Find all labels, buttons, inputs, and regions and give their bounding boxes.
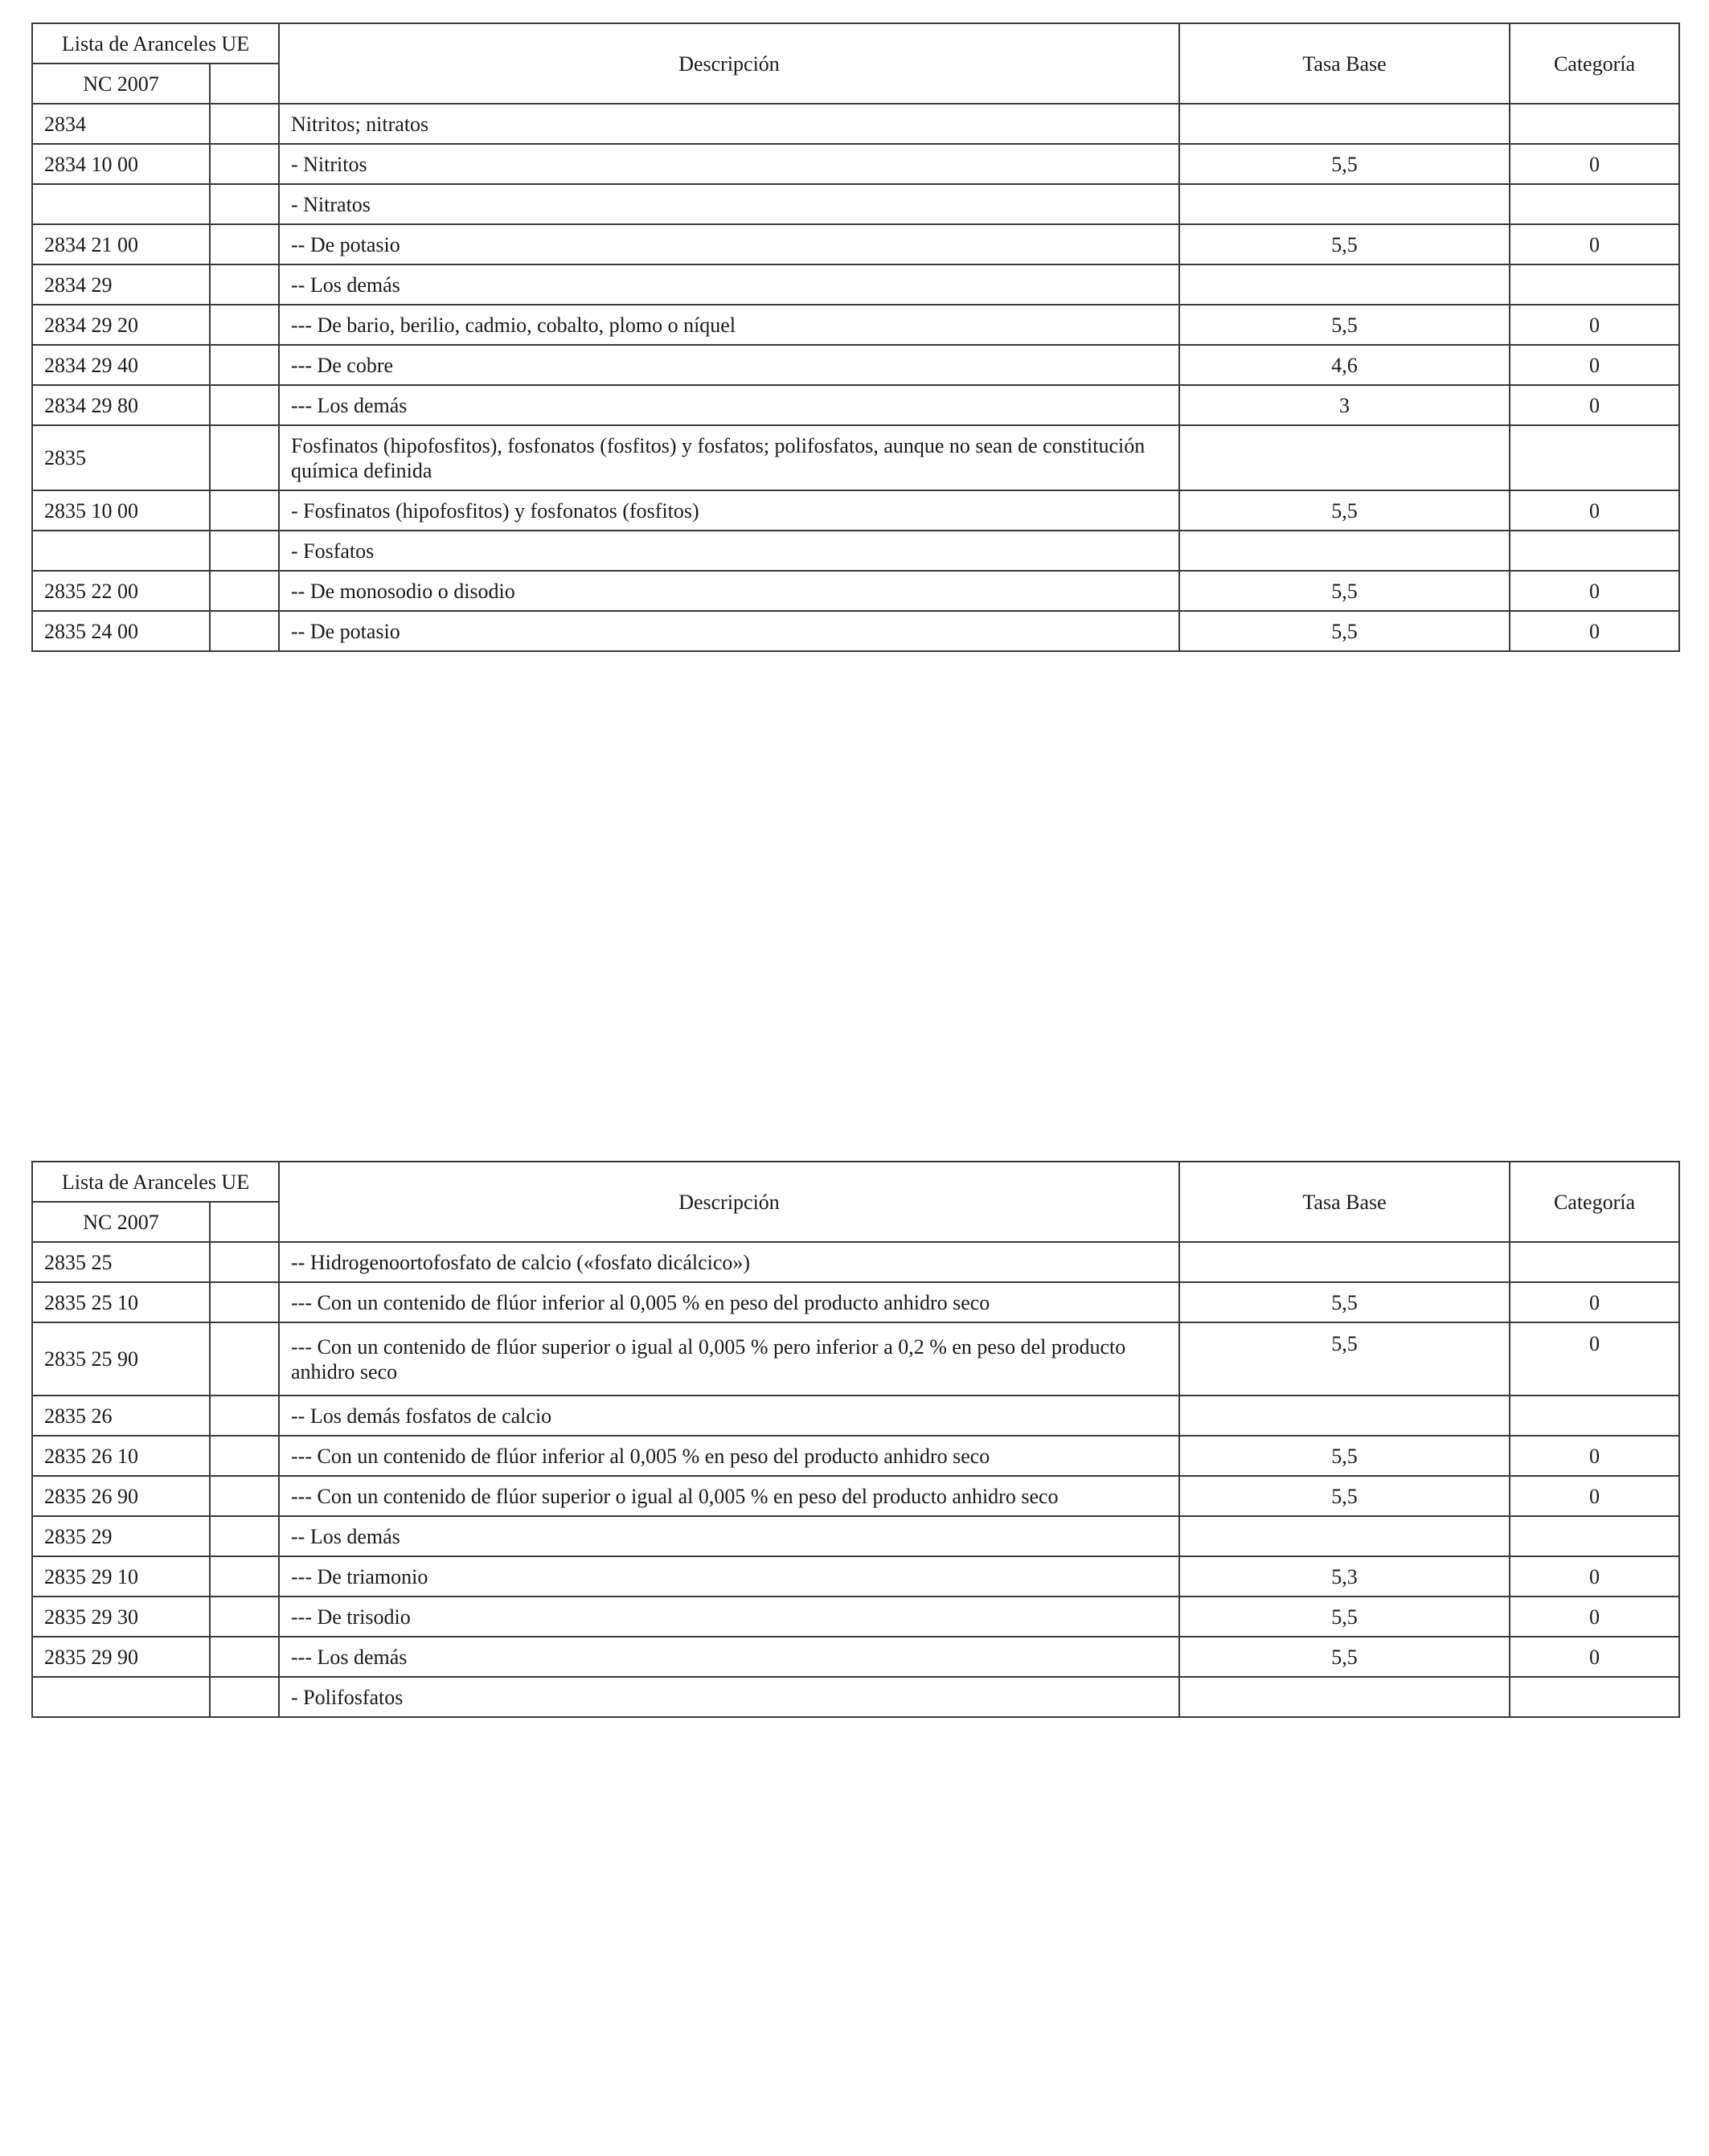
empty-cell — [210, 1282, 279, 1322]
description: --- Los demás — [279, 1637, 1179, 1677]
description: - Nitratos — [279, 184, 1179, 224]
cn-code — [32, 531, 210, 571]
header-categoria: Categoría — [1510, 1162, 1679, 1242]
empty-cell — [210, 345, 279, 385]
empty-cell — [210, 264, 279, 305]
table-row — [32, 104, 1679, 144]
description: - Fosfinatos (hipofosfitos) y fosfonatos (fosfitos) — [279, 490, 1179, 531]
base-rate: 5,5 — [1179, 1282, 1510, 1322]
cn-code: 2834 21 00 — [32, 224, 210, 264]
description: -- De potasio — [279, 224, 1179, 264]
header-descripcion: Descripción — [279, 1162, 1179, 1242]
tariff-table-2 — [31, 1161, 1680, 1718]
empty-cell — [210, 490, 279, 531]
description: - Polifosfatos — [279, 1677, 1179, 1717]
table-row — [32, 184, 1679, 224]
description: --- Con un contenido de flúor inferior al 0,005 % en peso del producto anhidro seco — [279, 1282, 1179, 1322]
category: 0 — [1510, 1436, 1679, 1476]
category — [1510, 104, 1679, 144]
table-row — [32, 490, 1679, 531]
description: -- De potasio — [279, 611, 1179, 651]
category: 0 — [1510, 490, 1679, 531]
cn-code: 2835 — [32, 425, 210, 490]
empty-cell — [210, 385, 279, 425]
header-tasa-base: Tasa Base — [1179, 23, 1510, 104]
description: --- De trisodio — [279, 1597, 1179, 1637]
cn-code: 2835 24 00 — [32, 611, 210, 651]
empty-cell — [210, 1322, 279, 1396]
empty-cell — [210, 1556, 279, 1597]
table-row — [32, 345, 1679, 385]
empty-cell — [210, 1597, 279, 1637]
base-rate — [1179, 264, 1510, 305]
base-rate: 5,5 — [1179, 1637, 1510, 1677]
base-rate: 5,5 — [1179, 1476, 1510, 1516]
empty-cell — [210, 305, 279, 345]
table-row — [32, 264, 1679, 305]
category: 0 — [1510, 1282, 1679, 1322]
description: --- De cobre — [279, 345, 1179, 385]
table-row — [32, 224, 1679, 264]
header-lista: Lista de Aranceles UE — [32, 1162, 279, 1202]
base-rate: 5,5 — [1179, 144, 1510, 184]
category: 0 — [1510, 611, 1679, 651]
base-rate: 5,5 — [1179, 224, 1510, 264]
empty-cell — [210, 1476, 279, 1516]
header-categoria: Categoría — [1510, 23, 1679, 104]
table-row — [32, 1436, 1679, 1476]
base-rate — [1179, 1242, 1510, 1282]
cn-code: 2834 29 40 — [32, 345, 210, 385]
table-row — [32, 611, 1679, 651]
cn-code: 2835 25 90 — [32, 1322, 210, 1396]
table-row — [32, 425, 1679, 490]
description: Fosfinatos (hipofosfitos), fosfonatos (fosfitos) y fosfatos; polifosfatos, aunque no sean de constitución química definida — [279, 425, 1179, 490]
table-row — [32, 1516, 1679, 1556]
cn-code: 2835 26 — [32, 1396, 210, 1436]
base-rate: 4,6 — [1179, 345, 1510, 385]
empty-cell — [210, 1677, 279, 1717]
table-row — [32, 1556, 1679, 1597]
description: --- De triamonio — [279, 1556, 1179, 1597]
header-empty-cell — [210, 64, 279, 104]
table-row — [32, 1396, 1679, 1436]
tariff-table-1 — [31, 23, 1680, 652]
header-nc-2007: NC 2007 — [32, 64, 210, 104]
description: --- De bario, berilio, cadmio, cobalto, plomo o níquel — [279, 305, 1179, 345]
cn-code: 2835 29 30 — [32, 1597, 210, 1637]
category: 0 — [1510, 571, 1679, 611]
category: 0 — [1510, 1476, 1679, 1516]
header-descripcion: Descripción — [279, 23, 1179, 104]
category: 0 — [1510, 144, 1679, 184]
cn-code: 2835 22 00 — [32, 571, 210, 611]
table-row — [32, 1597, 1679, 1637]
description: Nitritos; nitratos — [279, 104, 1179, 144]
category: 0 — [1510, 1597, 1679, 1637]
category — [1510, 425, 1679, 490]
cn-code: 2834 29 20 — [32, 305, 210, 345]
base-rate — [1179, 531, 1510, 571]
cn-code: 2835 29 90 — [32, 1637, 210, 1677]
category: 0 — [1510, 385, 1679, 425]
table-row — [32, 1242, 1679, 1282]
description: --- Con un contenido de flúor inferior al 0,005 % en peso del producto anhidro seco — [279, 1436, 1179, 1476]
table-row — [32, 1282, 1679, 1322]
base-rate: 5,5 — [1179, 571, 1510, 611]
base-rate: 5,5 — [1179, 1436, 1510, 1476]
description: -- Hidrogenoortofosfato de calcio («fosfato dicálcico») — [279, 1242, 1179, 1282]
header-empty-cell — [210, 1202, 279, 1242]
empty-cell — [210, 1516, 279, 1556]
category: 0 — [1510, 224, 1679, 264]
base-rate — [1179, 184, 1510, 224]
table-row — [32, 1322, 1679, 1396]
table-row — [32, 571, 1679, 611]
empty-cell — [210, 1637, 279, 1677]
category — [1510, 264, 1679, 305]
cn-code: 2834 — [32, 104, 210, 144]
empty-cell — [210, 611, 279, 651]
table-row — [32, 1476, 1679, 1516]
table-row — [32, 144, 1679, 184]
cn-code — [32, 184, 210, 224]
table-row — [32, 385, 1679, 425]
cn-code: 2835 29 10 — [32, 1556, 210, 1597]
cn-code — [32, 1677, 210, 1717]
table-row — [32, 1677, 1679, 1717]
category — [1510, 1677, 1679, 1717]
category — [1510, 184, 1679, 224]
empty-cell — [210, 184, 279, 224]
category: 0 — [1510, 1637, 1679, 1677]
category: 0 — [1510, 345, 1679, 385]
description: -- Los demás — [279, 264, 1179, 305]
base-rate: 5,5 — [1179, 1322, 1510, 1396]
base-rate: 5,5 — [1179, 490, 1510, 531]
cn-code: 2835 10 00 — [32, 490, 210, 531]
category — [1510, 1516, 1679, 1556]
base-rate: 5,5 — [1179, 1597, 1510, 1637]
header-nc-2007: NC 2007 — [32, 1202, 210, 1242]
empty-cell — [210, 1242, 279, 1282]
base-rate — [1179, 425, 1510, 490]
description: -- Los demás fosfatos de calcio — [279, 1396, 1179, 1436]
cn-code: 2834 29 — [32, 264, 210, 305]
base-rate: 5,5 — [1179, 305, 1510, 345]
category: 0 — [1510, 1556, 1679, 1597]
category — [1510, 531, 1679, 571]
cn-code: 2835 26 90 — [32, 1476, 210, 1516]
base-rate — [1179, 104, 1510, 144]
description: --- Con un contenido de flúor superior o igual al 0,005 % pero inferior a 0,2 % en peso del producto anhidro seco — [279, 1322, 1179, 1396]
empty-cell — [210, 224, 279, 264]
empty-cell — [210, 144, 279, 184]
description: - Nitritos — [279, 144, 1179, 184]
base-rate: 5,5 — [1179, 611, 1510, 651]
cn-code: 2834 29 80 — [32, 385, 210, 425]
empty-cell — [210, 571, 279, 611]
category: 0 — [1510, 305, 1679, 345]
empty-cell — [210, 1436, 279, 1476]
table-row — [32, 1637, 1679, 1677]
table-row — [32, 305, 1679, 345]
category — [1510, 1396, 1679, 1436]
base-rate — [1179, 1516, 1510, 1556]
header-lista: Lista de Aranceles UE — [32, 23, 279, 64]
base-rate — [1179, 1396, 1510, 1436]
cn-code: 2834 10 00 — [32, 144, 210, 184]
description: - Fosfatos — [279, 531, 1179, 571]
category: 0 — [1510, 1322, 1679, 1396]
table-row — [32, 531, 1679, 571]
description: --- Los demás — [279, 385, 1179, 425]
empty-cell — [210, 1396, 279, 1436]
empty-cell — [210, 425, 279, 490]
description: --- Con un contenido de flúor superior o igual al 0,005 % en peso del producto anhidro seco — [279, 1476, 1179, 1516]
header-tasa-base: Tasa Base — [1179, 1162, 1510, 1242]
empty-cell — [210, 531, 279, 571]
description: -- De monosodio o disodio — [279, 571, 1179, 611]
cn-code: 2835 29 — [32, 1516, 210, 1556]
category — [1510, 1242, 1679, 1282]
cn-code: 2835 25 10 — [32, 1282, 210, 1322]
base-rate: 5,3 — [1179, 1556, 1510, 1597]
description: -- Los demás — [279, 1516, 1179, 1556]
cn-code: 2835 26 10 — [32, 1436, 210, 1476]
base-rate: 3 — [1179, 385, 1510, 425]
empty-cell — [210, 104, 279, 144]
cn-code: 2835 25 — [32, 1242, 210, 1282]
base-rate — [1179, 1677, 1510, 1717]
